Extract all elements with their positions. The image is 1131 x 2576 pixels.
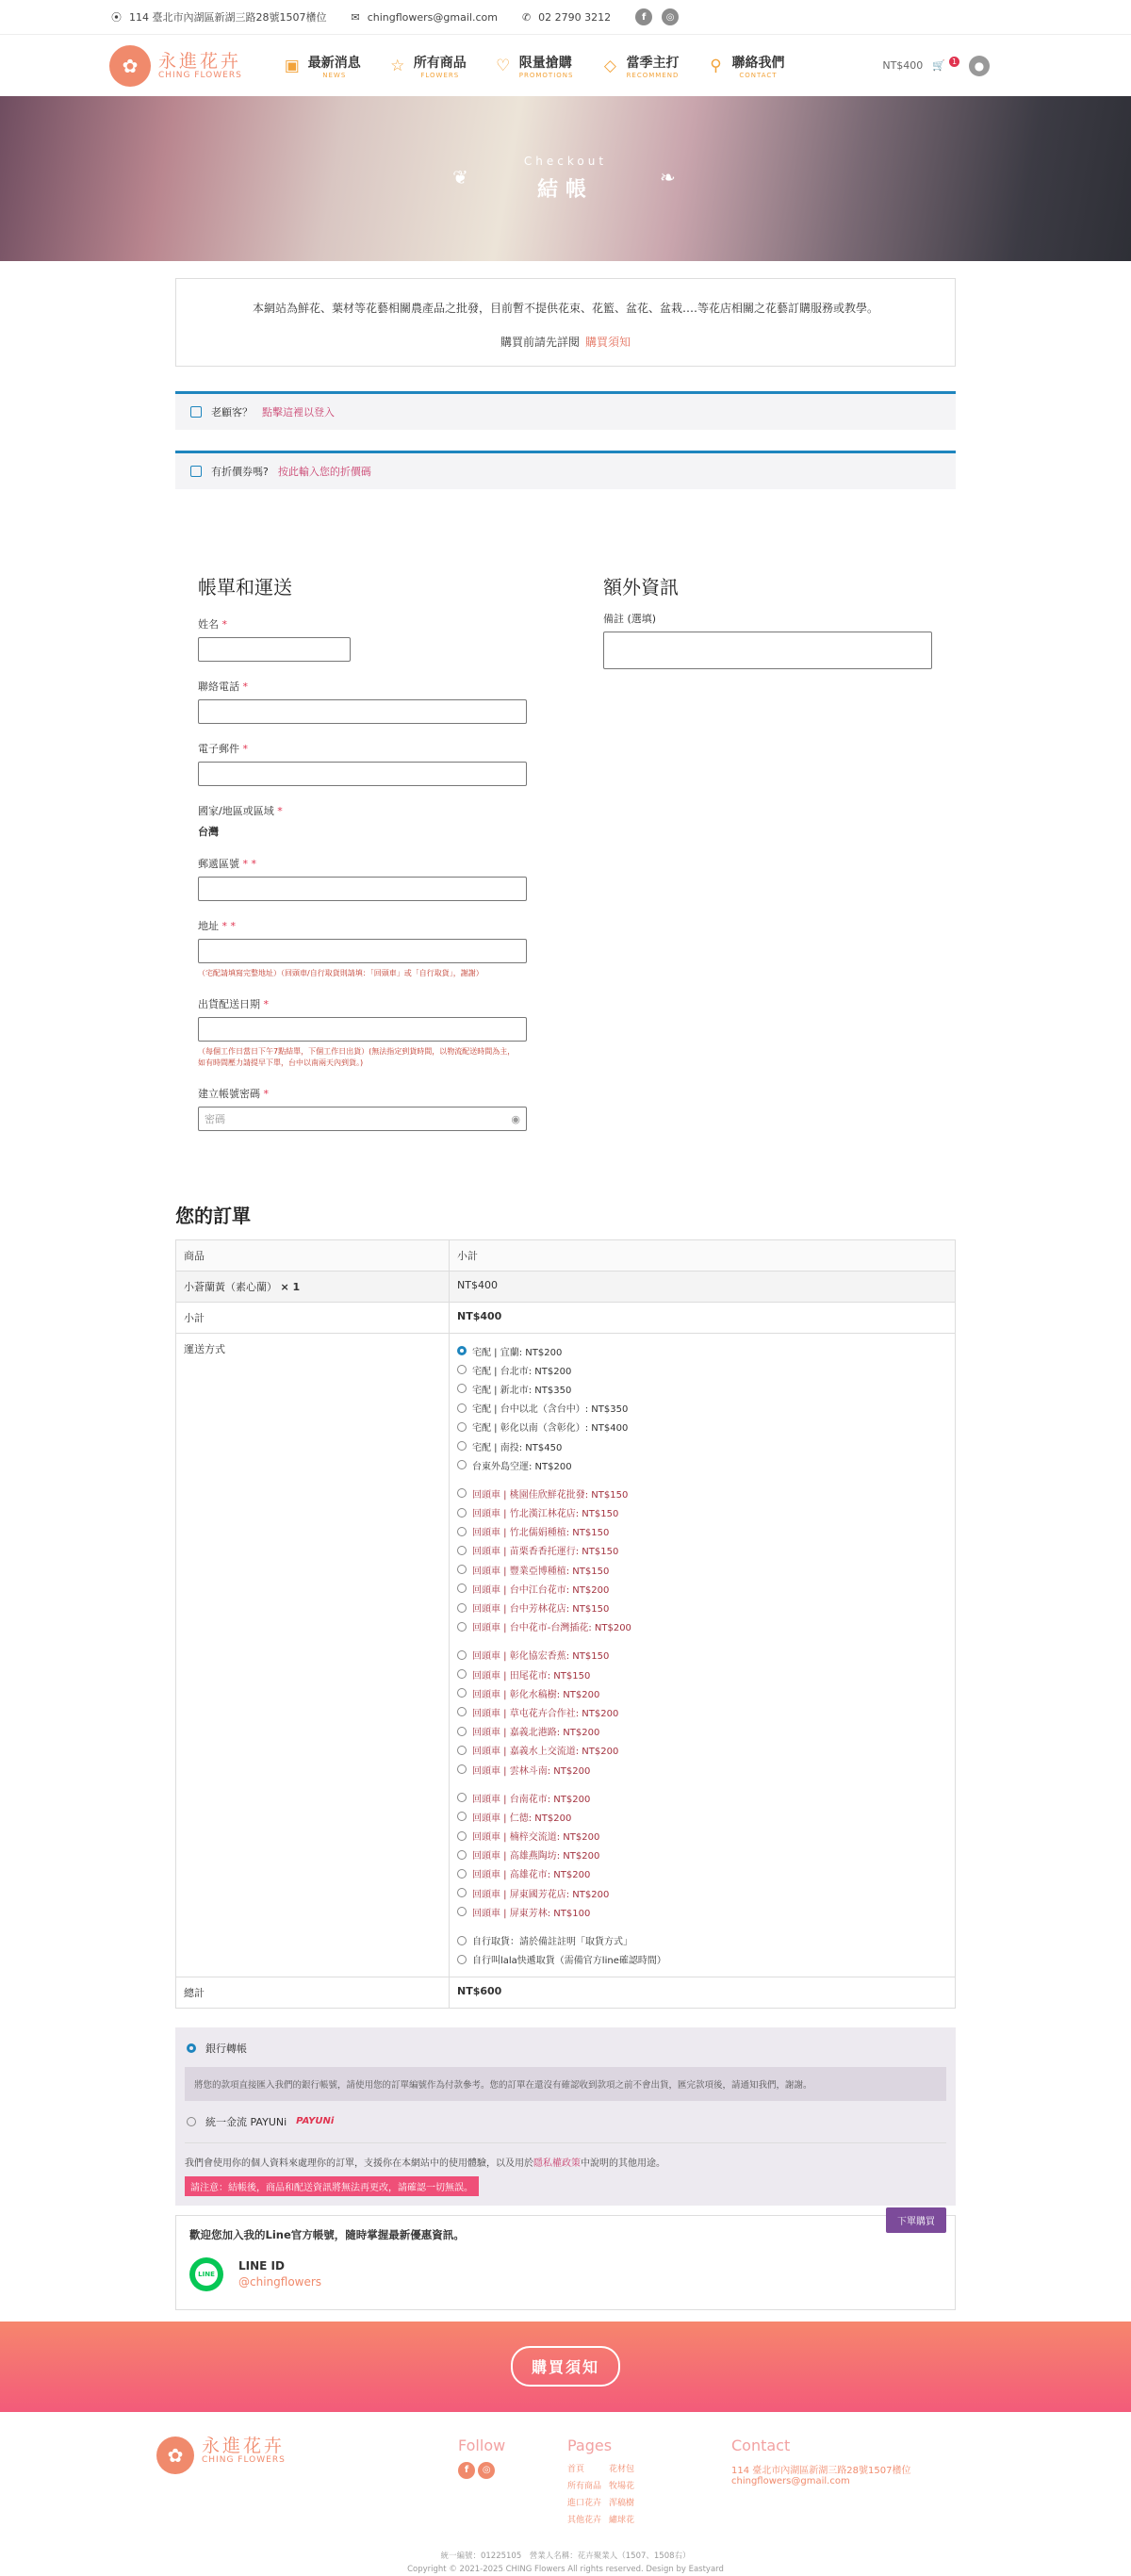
phone-label: 聯絡電話 (198, 681, 239, 693)
col-product: 商品 (176, 1240, 450, 1272)
phone-icon: ✆ (521, 10, 532, 24)
nav-label: 所有商品 (413, 55, 467, 71)
returning-text: 老顧客？ (211, 406, 253, 418)
shipping-radio[interactable] (457, 1488, 467, 1498)
shipping-option-label: 回頭車 | 仁德: NT$200 (472, 1813, 572, 1824)
footer-link[interactable]: 其他花卉 (567, 2515, 602, 2525)
line-promo (175, 2215, 956, 2310)
shipping-radio[interactable] (457, 1831, 467, 1841)
nav-contact[interactable] (707, 53, 784, 79)
nav-label: 限量搶購 (518, 55, 572, 71)
place-order-button[interactable]: 下單購買 (886, 2207, 946, 2233)
shipping-radio[interactable] (457, 1527, 467, 1536)
shipping-option-label: 回頭車 | 豐業亞博種植: NT$150 (472, 1566, 610, 1577)
col-subtotal: 小計 (450, 1240, 956, 1272)
leaf-right-icon: ❧ (660, 166, 676, 189)
shipping-radio[interactable] (457, 1622, 467, 1632)
line-id-label: LINE ID (238, 2259, 285, 2273)
copyright (0, 2550, 1131, 2576)
topbar-phone[interactable]: 02 2790 3212 (538, 10, 612, 24)
shipping-radio[interactable] (457, 1850, 467, 1860)
coupon-text: 有折價券嗎? (211, 466, 269, 478)
additional-section (603, 572, 932, 1148)
shipping-radio[interactable] (457, 1603, 467, 1613)
footer-link[interactable]: 牧場花 (609, 2481, 635, 2491)
heart-icon: ♡ (496, 56, 511, 75)
country-value: 台灣 (198, 826, 219, 838)
privacy-text (185, 2142, 946, 2169)
email-input[interactable] (198, 762, 527, 786)
address-input[interactable] (198, 939, 527, 963)
billing-title: 帳單和運送 (198, 576, 292, 599)
notes-textarea[interactable] (603, 632, 932, 669)
shipping-radio[interactable] (457, 1583, 467, 1593)
nav-recommend[interactable] (601, 53, 679, 79)
nav-sublabel: RECOMMEND (626, 71, 680, 79)
password-label: 建立帳號密碼 (198, 1088, 260, 1100)
topbar (0, 0, 1131, 34)
shipping-radio[interactable] (457, 1403, 467, 1413)
star-icon: ☆ (390, 56, 405, 75)
nav-sublabel: FLOWERS (420, 71, 460, 79)
payuni-radio[interactable] (187, 2117, 196, 2126)
purchase-notes-button[interactable]: 購買須知 (511, 2346, 620, 2387)
main-nav (284, 53, 785, 79)
shipping-option[interactable] (457, 1579, 947, 1598)
shipping-option[interactable] (457, 1455, 947, 1474)
calendar-icon (190, 406, 202, 418)
shipping-option[interactable] (457, 1702, 947, 1721)
subtotal-value: NT$400 (450, 1303, 956, 1334)
leaf-left-icon: ❦ (452, 166, 468, 189)
password-input[interactable] (198, 1107, 527, 1131)
shipping-option[interactable] (457, 1341, 947, 1360)
shipping-radio[interactable] (457, 1365, 467, 1374)
order-item (176, 1272, 450, 1303)
topbar-email[interactable]: chingflowers@gmail.com (367, 10, 498, 24)
shipping-option[interactable] (457, 1864, 947, 1883)
shipping-option[interactable] (457, 1560, 947, 1579)
email-label: 電子郵件 (198, 743, 239, 755)
address-hint: （宅配請填寫完整地址）（回頭車/自行取貨則請填：「回頭車」或「自行取貨」，謝謝） (198, 969, 484, 977)
shipping-option[interactable] (457, 1617, 947, 1636)
user-icon[interactable]: ● (969, 56, 990, 76)
shipping-radio[interactable] (457, 1565, 467, 1574)
logo-cn: 永進花卉 (158, 50, 242, 72)
mail-icon: ✉ (351, 10, 360, 24)
phone-input[interactable] (198, 699, 527, 724)
topbar-address: 114 臺北市內湖區新湖三路28號1507㯯位 (129, 11, 327, 24)
payuni-label[interactable]: 統一金流 PAYUNi (205, 2115, 287, 2128)
shipping-option[interactable] (457, 1598, 947, 1616)
shipping-option[interactable] (457, 1399, 947, 1418)
shipping-options (450, 1334, 956, 1977)
shipping-radio[interactable] (457, 1546, 467, 1555)
login-link[interactable]: 點擊這裡以登入 (262, 406, 335, 418)
shipping-option-label: 回頭車 | 桃園佳欣鮮花批發: NT$150 (472, 1489, 629, 1501)
item-name: 小蒼蘭黃（素心蘭） (184, 1281, 277, 1293)
shipping-radio[interactable] (457, 1688, 467, 1698)
shipping-radio[interactable] (457, 1764, 467, 1774)
shipping-option-label: 自行取貨：請於備註註明「取貨方式」 (472, 1937, 632, 1948)
nav-sublabel: NEWS (322, 71, 347, 79)
bank-transfer-desc: 將您的款項直接匯入我們的銀行帳號，請使用您的訂單編號作為付款參考。您的訂單在還沒有確認收到款項之前不會出貨，匯完款項後，請通知我們，謝謝。 (185, 2067, 946, 2101)
shipping-radio[interactable] (457, 1422, 467, 1432)
notes-label: 備註 (選填) (603, 613, 657, 625)
footer (0, 2412, 1131, 2553)
shipping-radio[interactable] (457, 1669, 467, 1679)
shipping-option-label: 回頭車 | 屏東國芳花店: NT$200 (472, 1889, 610, 1900)
footer-link[interactable]: 首頁 (567, 2464, 585, 2474)
facebook-icon[interactable]: f (635, 8, 652, 25)
footer-pages-title: Pages (567, 2436, 613, 2454)
notice-text: 本網站為鮮花、葉材等花藝相關農產品之批發，目前暫不提供花束、花籃、盆花、盆栽‥‥等花店相關之花藝訂購服務或教學。 (252, 302, 879, 315)
shipping-option[interactable] (457, 1418, 947, 1436)
shipping-option-label: 回頭車 | 彰化協宏香蕉: NT$150 (472, 1651, 610, 1663)
shipping-option-label: 回頭車 | 高雄花市: NT$200 (472, 1870, 591, 1881)
cart-icon[interactable]: 🛒 (932, 59, 945, 72)
privacy-post: 中說明的其他用途。 (581, 2158, 665, 2169)
shipping-radio[interactable] (457, 1508, 467, 1518)
footer-logo-en: CHING FLOWERS (202, 2454, 286, 2465)
footer-follow-title: Follow (458, 2436, 506, 2454)
page-title: 結帳 (536, 178, 594, 202)
shipping-radio[interactable] (457, 1346, 467, 1355)
country-label: 國家/地區或區域 (198, 805, 274, 817)
shipping-option-label: 宅配 | 台中以北（含台中）: NT$350 (472, 1404, 629, 1416)
shipping-option[interactable] (457, 1503, 947, 1522)
nav-sublabel: PROMOTIONS (518, 71, 574, 79)
shipping-option[interactable] (457, 1683, 947, 1702)
footer-email[interactable]: chingflowers@gmail.com (731, 2475, 850, 2486)
coupon-notice (175, 451, 956, 489)
payment-section (175, 2027, 956, 2227)
logo-flower-icon: ✿ (109, 45, 151, 87)
privacy-policy-link[interactable]: 隱私權政策 (533, 2158, 581, 2169)
shipping-option[interactable] (457, 1930, 947, 1949)
shipping-option[interactable] (457, 1883, 947, 1902)
shipping-option[interactable] (457, 1646, 947, 1665)
nav-label: 最新消息 (307, 55, 361, 71)
header (0, 34, 1131, 96)
zip-input[interactable] (198, 877, 527, 901)
hero-banner (0, 96, 1131, 261)
footer-legal: 統一編號：01225105 營業人名稱：花卉聚業人（1507、1508右） (440, 2551, 691, 2561)
shipping-option[interactable] (457, 1846, 947, 1864)
logo[interactable] (109, 45, 242, 87)
order-table (175, 1239, 956, 2009)
payuni-logo: PAYUNi (296, 2116, 335, 2127)
footer-instagram-icon[interactable]: ◎ (478, 2462, 495, 2479)
shipping-radio[interactable] (457, 1955, 467, 1964)
name-input[interactable] (198, 637, 351, 662)
shipping-radio[interactable] (457, 1936, 467, 1945)
shipping-radio[interactable] (457, 1650, 467, 1660)
item-qty: × 1 (280, 1281, 301, 1293)
shipping-option-label: 回頭車 | 彰化水稿樹: NT$200 (472, 1689, 600, 1700)
shipping-option-label: 宅配 | 宜蘭: NT$200 (472, 1347, 563, 1358)
date-input[interactable] (198, 1017, 527, 1042)
shipping-option[interactable] (457, 1741, 947, 1760)
shipping-radio[interactable] (457, 1460, 467, 1469)
date-label: 出貨配送日期 (198, 998, 260, 1010)
footer-link[interactable]: 浑稿樹 (609, 2498, 635, 2508)
shipping-option-label: 回頭車 | 草屯花卉合作社: NT$200 (472, 1708, 619, 1719)
shipping-option-label: 回頭車 | 嘉義北港路: NT$200 (472, 1728, 600, 1739)
shipping-option[interactable] (457, 1760, 947, 1779)
billing-section: 帳單和運送 姓名 * 聯絡電話 * 電子郵件 * 國家/地區或區域 * 台灣 郵遞區號 * * 地址 * * （宅配請填寫完整地址）（回頭車/自行取貨則請填：「回頭車」或「自行取貨」，謝謝） 出貨配送日期 * （每個工作日當日下午7點結單，下個工作日出貨）(無法指定到貨時間，以物流配送時間為主，如有時間壓力請提早下單，台中以南兩天內到貨。) 建立帳號密碼 * 密碼 ◉ (198, 572, 603, 1148)
password-placeholder: 密碼 (205, 1113, 225, 1125)
shipping-radio[interactable] (457, 1812, 467, 1821)
shipping-option-label: 回頭車 | 苗栗香香托運行: NT$150 (472, 1547, 619, 1558)
shipping-option[interactable] (457, 1436, 947, 1455)
shipping-option-label: 回頭車 | 田尾花市: NT$150 (472, 1670, 591, 1682)
footer-link[interactable]: 所有商品 (567, 2481, 602, 2491)
search-icon: ⚲ (710, 56, 722, 75)
nav-label: 聯絡我們 (731, 55, 785, 71)
shipping-option[interactable] (457, 1379, 947, 1398)
shipping-option-label: 回頭車 | 台中江台花市: NT$200 (472, 1584, 610, 1596)
shipping-option-label: 宅配 | 彰化以南（含彰化）: NT$400 (472, 1423, 629, 1435)
line-icon[interactable] (189, 2257, 223, 2291)
footer-logo[interactable] (156, 2437, 458, 2553)
location-icon: ⦿ (111, 11, 122, 24)
shipping-option-label: 回頭車 | 雲林斗南: NT$200 (472, 1765, 591, 1777)
date-hint: （每個工作日當日下午7點結單，下個工作日出貨）(無法指定到貨時間，以物流配送時間為主，如有時間壓力請提早下單，台中以南兩天內到貨。) (198, 1047, 516, 1067)
nav-promotions[interactable] (495, 53, 574, 79)
shipping-option[interactable] (457, 1788, 947, 1807)
shipping-option-label: 宅配 | 台北市: NT$200 (472, 1366, 572, 1377)
nav-news[interactable] (284, 53, 361, 79)
shipping-radio[interactable] (457, 1907, 467, 1916)
shipping-option[interactable] (457, 1722, 947, 1741)
line-logo-text: LINE (195, 2263, 218, 2286)
shipping-option[interactable] (457, 1665, 947, 1683)
shipping-radio[interactable] (457, 1384, 467, 1393)
footer-link[interactable]: 花材包 (609, 2464, 635, 2474)
shipping-label: 運送方式 (176, 1334, 450, 1977)
shipping-option-label: 回頭車 | 嘉義水上交流道: NT$200 (472, 1747, 619, 1758)
shipping-option-label: 宅配 | 南投: NT$450 (472, 1442, 563, 1453)
footer-logo-cn: 永進花卉 (202, 2435, 286, 2456)
logo-flower-icon: ✿ (156, 2437, 194, 2474)
instagram-icon[interactable]: ◎ (662, 8, 679, 25)
checkout-warning: 請注意：結帳後，商品和配送資訊將無法再更改，請確認一切無誤。 (185, 2176, 479, 2196)
purchase-notes-band (0, 2322, 1131, 2412)
shipping-radio[interactable] (457, 1869, 467, 1879)
shipping-option-label: 回頭車 | 竹北漢江林花店: NT$150 (472, 1509, 619, 1520)
shipping-option[interactable] (457, 1902, 947, 1921)
coupon-link[interactable]: 按此輸入您的折價碼 (277, 466, 371, 478)
notice-prefix: 購買前請先詳閱 (500, 336, 580, 349)
shipping-option[interactable] (457, 1522, 947, 1541)
footer-facebook-icon[interactable]: f (458, 2462, 475, 2479)
footer-copyright: Copyright © 2021-2025 CHING Flowers All rights reserved. Design by Eastyard (407, 2564, 724, 2574)
line-title: 歡迎您加入我的Line官方帳號，隨時掌握最新優惠資訊。 (189, 2227, 465, 2241)
shipping-radio[interactable] (457, 1441, 467, 1451)
bank-transfer-radio[interactable] (187, 2043, 196, 2053)
shipping-option[interactable] (457, 1360, 947, 1379)
shipping-radio[interactable] (457, 1888, 467, 1897)
shipping-option-label: 回頭車 | 台中花市-台灣插花: NT$200 (472, 1623, 631, 1634)
address-label: 地址 (198, 920, 219, 932)
shipping-option-label: 回頭車 | 台南花市: NT$200 (472, 1794, 591, 1805)
news-icon: ▣ (284, 56, 300, 75)
eye-slash-icon[interactable]: ◉ (511, 1112, 520, 1125)
shipping-radio[interactable] (457, 1746, 467, 1755)
shipping-radio[interactable] (457, 1793, 467, 1802)
shipping-option[interactable] (457, 1541, 947, 1560)
cart-total[interactable]: NT$400 (882, 59, 924, 72)
shop-notice (175, 278, 956, 367)
nav-flowers[interactable] (389, 53, 467, 79)
shipping-option-label: 台東外島空運: NT$200 (472, 1461, 572, 1472)
footer-link[interactable]: 繡球花 (609, 2515, 635, 2525)
shipping-radio[interactable] (457, 1727, 467, 1736)
shipping-option-label: 自行叫lala快遞取貨（需備官方line確認時間） (472, 1956, 666, 1967)
diamond-icon: ◇ (603, 56, 616, 75)
shipping-option[interactable] (457, 1827, 947, 1846)
nav-label: 當季主打 (626, 55, 680, 71)
returning-customer-notice (175, 391, 956, 430)
footer-address: 114 臺北市內湖區新湖三路28號1507㯯位 (731, 2465, 911, 2476)
cart-count: 1 (949, 57, 959, 67)
shipping-option-label: 宅配 | 新北市: NT$350 (472, 1385, 572, 1396)
total-label: 總計 (176, 1977, 450, 2008)
footer-contact-title: Contact (731, 2436, 791, 2454)
order-title: 您的訂單 (175, 1205, 251, 1227)
total-value: NT$600 (450, 1977, 956, 2008)
item-price: NT$400 (450, 1272, 956, 1303)
shipping-radio[interactable] (457, 1707, 467, 1716)
logo-en: CHING FLOWERS (158, 70, 242, 80)
privacy-pre: 我們會使用你的個人資料來處理你的訂單，支援你在本網站中的使用體驗，以及用於 (185, 2158, 533, 2169)
shipping-option-label: 回頭車 | 竹北儒娟種植: NT$150 (472, 1528, 610, 1539)
nav-sublabel: CONTACT (739, 71, 778, 79)
shipping-option-label: 回頭車 | 高雄燕陶坊: NT$200 (472, 1851, 600, 1862)
subtotal-label: 小計 (176, 1303, 450, 1334)
shipping-option-label: 回頭車 | 楠梓交流道: NT$200 (472, 1832, 600, 1844)
shipping-option-label: 回頭車 | 屏東芳林: NT$100 (472, 1908, 591, 1919)
shipping-option-label: 回頭車 | 台中芳林花店: NT$150 (472, 1604, 610, 1616)
calendar-icon (190, 466, 202, 477)
shipping-option[interactable] (457, 1950, 947, 1969)
line-handle[interactable]: @chingflowers (238, 2275, 322, 2289)
footer-links (567, 2462, 731, 2525)
shipping-option[interactable] (457, 1484, 947, 1502)
bank-transfer-label[interactable]: 銀行轉帳 (205, 2042, 247, 2055)
name-label: 姓名 (198, 618, 219, 631)
zip-label: 郵遞區號 (198, 858, 239, 870)
additional-title: 額外資訊 (603, 576, 679, 599)
footer-link[interactable]: 進口花卉 (567, 2498, 602, 2508)
purchase-notes-link[interactable]: 購買須知 (585, 336, 631, 349)
shipping-option[interactable] (457, 1807, 947, 1826)
hero-subtitle: Checkout (523, 155, 608, 168)
